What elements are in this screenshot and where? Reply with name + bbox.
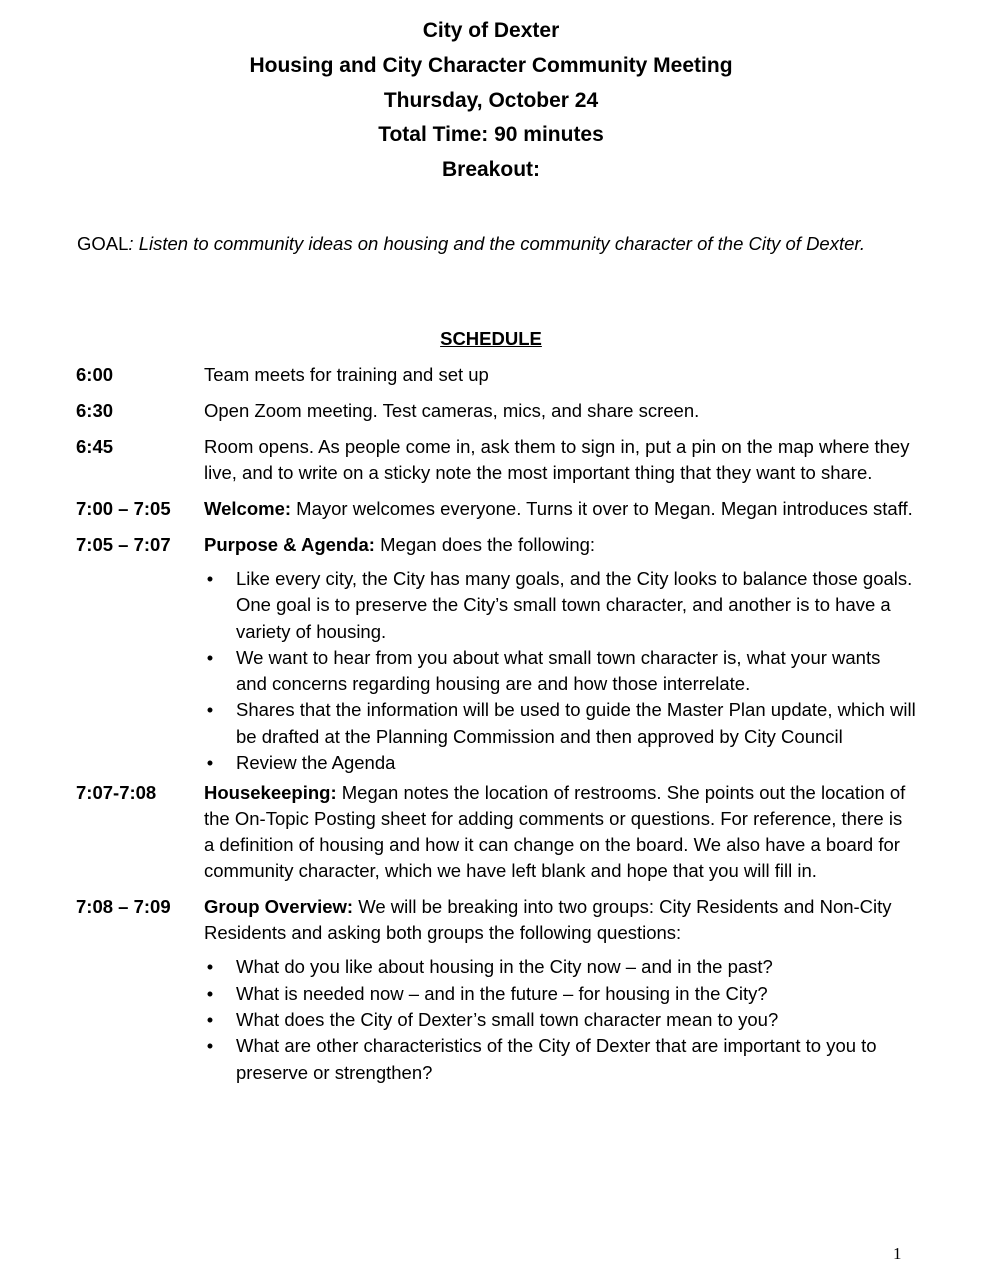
schedule-description: Megan does the following: (374, 534, 596, 555)
header-city: City of Dexter (422, 19, 560, 42)
schedule-description: Megan notes the location of restrooms. She points out the location of the On-Topic Posting sheet for adding comments or questions. For reference, there is a definition of housing and how it can change on the board. We also have a board for community character, which we have left blank and hope that you will fill in. (204, 782, 906, 882)
header-date: Thursday, October 24 (383, 88, 599, 112)
bullet-text: We want to hear from you about what small town character is, what your wants and concerns regarding housing are and how those interrelate. (236, 646, 881, 695)
schedule-text: Team meets for training and set up (204, 364, 489, 385)
schedule-title: SCHEDULE (440, 328, 542, 349)
schedule-row (76, 362, 916, 388)
schedule-time: 7:07-7:08 (76, 782, 157, 804)
schedule-heading: Housekeeping: (204, 782, 337, 804)
schedule-time: 7:00 – 7:05 (76, 498, 171, 519)
group-bullet-list (204, 954, 916, 1085)
bullet-text: What do you like about housing in the City now – and in the past? (236, 956, 773, 978)
bullet-icon: • (206, 956, 214, 978)
goal-label: GOAL (77, 233, 129, 254)
schedule-time: 6:00 (76, 364, 114, 385)
list-item (204, 1007, 916, 1033)
schedule-row (76, 894, 916, 946)
schedule-row (76, 434, 916, 486)
header-breakout: Breakout: (441, 158, 541, 182)
schedule-heading: Welcome: (204, 498, 292, 519)
schedule-text (204, 780, 916, 884)
header-total-time: Total Time: 90 minutes (378, 123, 604, 147)
bullet-text: What does the City of Dexter’s small town character mean to you? (236, 1008, 779, 1030)
schedule-text (204, 532, 916, 558)
schedule-text: Open Zoom meeting. Test cameras, mics, and share screen. (204, 400, 700, 421)
schedule-description: We will be breaking into two groups: City Residents and Non-City Residents and asking both groups the following questions: (204, 896, 892, 944)
schedule-text: Room opens. As people come in, ask them to sign in, put a pin on the map where they live, and to write on a sticky note the most important thing that they want to share. (204, 436, 910, 483)
schedule-row (76, 780, 916, 884)
goal-text: : Listen to community ideas on housing and the community character of the City of Dexter. (128, 233, 866, 254)
bullet-icon: • (206, 699, 214, 721)
list-item (204, 954, 916, 980)
header-meeting-title: Housing and City Character Community Meeting (249, 53, 733, 77)
bullet-text: Like every city, the City has many goals, and the City looks to balance those goals. One goal is to preserve the City’s small town character, and another is to have a variety of housing. (236, 568, 913, 642)
schedule-time: 6:30 (76, 400, 114, 421)
bullet-icon: • (206, 1035, 214, 1057)
bullet-icon: • (206, 982, 214, 1004)
bullet-icon: • (206, 646, 214, 668)
schedule-time: 7:05 – 7:07 (76, 534, 171, 555)
schedule-text (204, 496, 916, 522)
schedule-row (76, 398, 916, 424)
schedule-row (76, 496, 916, 522)
schedule-time: 7:08 – 7:09 (76, 896, 171, 918)
list-item (204, 566, 916, 645)
schedule-text (204, 894, 916, 946)
list-item (204, 981, 916, 1007)
bullet-text: What is needed now – and in the future – for housing in the City? (236, 982, 768, 1004)
bullet-icon: • (206, 752, 214, 774)
list-item (204, 645, 916, 698)
schedule-heading: Group Overview: (204, 896, 354, 918)
list-item (204, 697, 916, 750)
schedule-row (76, 532, 916, 558)
page-number: 1 (893, 1244, 902, 1263)
schedule-heading: Purpose & Agenda: (204, 534, 375, 555)
bullet-icon: • (206, 568, 214, 589)
bullet-text: What are other characteristics of the City of Dexter that are important to you to preserve or strengthen? (236, 1035, 877, 1083)
schedule-list (76, 362, 916, 1090)
goal-statement (77, 231, 865, 257)
bullet-icon: • (206, 1008, 214, 1030)
list-item (204, 1033, 916, 1086)
purpose-bullet-list (204, 566, 916, 776)
list-item (204, 750, 916, 776)
bullet-text: Shares that the information will be used to guide the Master Plan update, which will be drafted at the Planning Commission and then approved by City Council (236, 699, 916, 747)
document-header (0, 14, 982, 188)
bullet-text: Review the Agenda (236, 752, 396, 774)
schedule-time: 6:45 (76, 436, 114, 457)
schedule-description: Mayor welcomes everyone. Turns it over to Megan. Megan introduces staff. (291, 498, 913, 519)
